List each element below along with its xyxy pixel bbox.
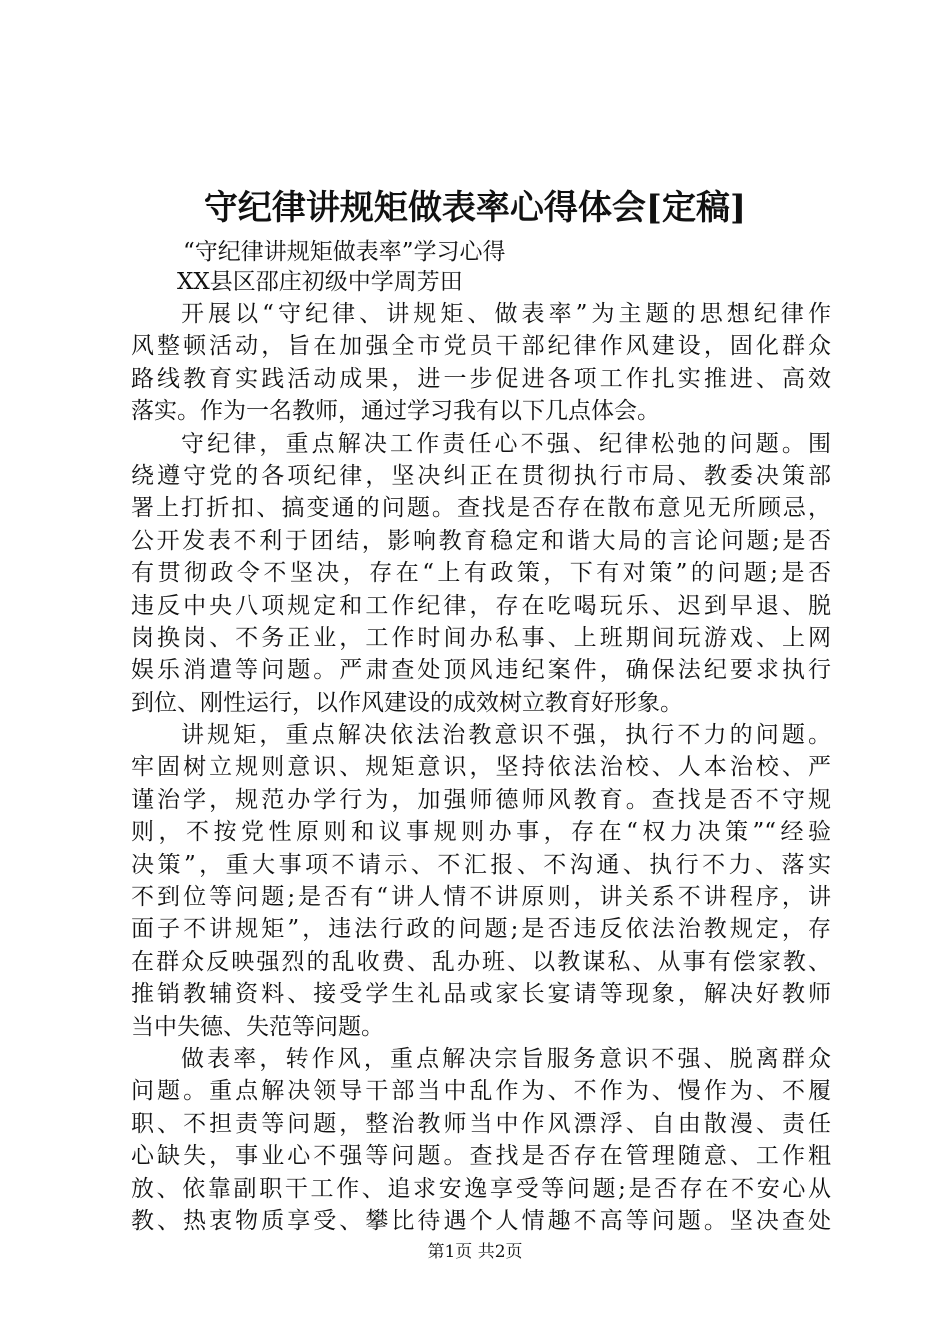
paragraph-line: 岗换岗、不务正业，工作时间办私事、上班期间玩游戏、上网 <box>131 624 831 651</box>
paragraph-line: 不到位等问题;是否有“讲人情不讲原则，讲关系不讲程序，讲 <box>131 884 831 911</box>
paragraph-line: 在群众反映强烈的乱收费、乱办班、以教谋私、从事有偿家教、 <box>131 948 831 975</box>
document-body <box>131 298 831 1237</box>
paragraph-line: 做表率，转作风，重点解决宗旨服务意识不强、脱离群众 <box>181 1045 831 1072</box>
paragraph-line: 当中失德、失范等问题。 <box>131 1013 384 1040</box>
paragraph-line: 职、不担责等问题，整治教师当中作风漂浮、自由散漫、责任 <box>131 1110 831 1137</box>
paragraph-line: 面子不讲规矩”，违法行政的问题;是否违反依法治教规定，存 <box>131 916 831 943</box>
paragraph-line: 落实。作为一名教师，通过学习我有以下几点体会。 <box>131 398 660 425</box>
body-paragraph <box>131 719 831 1043</box>
paragraph-line: 风整顿活动，旨在加强全市党员干部纪律作风建设，固化群众 <box>131 333 831 360</box>
paragraph-line: 公开发表不利于团结，影响教育稳定和谐大局的言论问题;是否 <box>131 527 831 554</box>
paragraph-line: 决策”，重大事项不请示、不汇报、不沟通、执行不力、落实 <box>131 851 831 878</box>
paragraph-line: 问题。重点解决领导干部当中乱作为、不作为、慢作为、不履 <box>131 1078 831 1105</box>
paragraph-line: 守纪律，重点解决工作责任心不强、纪律松弛的问题。围 <box>181 430 831 457</box>
paragraph-line: 到位、刚性运行，以作风建设的成效树立教育好形象。 <box>131 689 683 716</box>
body-paragraph <box>131 298 831 428</box>
paragraph-line: 开展以“守纪律、讲规矩、做表率”为主题的思想纪律作 <box>181 301 831 327</box>
paragraph-line: 则，不按党性原则和议事规则办事，存在“权力决策”“经验 <box>131 819 831 846</box>
document-subtitle: “守纪律讲规矩做表率”学习心得 <box>183 239 506 265</box>
paragraph-line: 放、依靠副职干工作、追求安逸享受等问题;是否存在不安心从 <box>131 1175 831 1202</box>
paragraph-line: 娱乐消遣等问题。严肃查处顶风违纪案件，确保法纪要求执行 <box>131 657 831 684</box>
paragraph-line: 路线教育实践活动成果，进一步促进各项工作扎实推进、高效 <box>131 365 831 392</box>
document-author: XX县区邵庄初级中学周芳田 <box>177 269 463 295</box>
paragraph-line: 讲规矩，重点解决依法治教意识不强，执行不力的问题。 <box>181 722 831 749</box>
paragraph-line: 有贯彻政令不坚决，存在“上有政策，下有对策”的问题;是否 <box>131 560 831 587</box>
paragraph-line: 谨治学，规范办学行为，加强师德师风教育。查找是否不守规 <box>131 786 831 813</box>
paragraph-line: 牢固树立规则意识、规矩意识，坚持依法治校、人本治校、严 <box>131 754 831 781</box>
body-paragraph <box>131 428 831 720</box>
body-paragraph <box>131 1043 831 1237</box>
document-title: 守纪律讲规矩做表率心得体会[定稿] <box>203 188 747 228</box>
paragraph-line: 绕遵守党的各项纪律，坚决纠正在贯彻执行市局、教委决策部 <box>131 462 831 489</box>
paragraph-line: 教、热衷物质享受、攀比待遇个人情趣不高等问题。坚决查处 <box>131 1207 831 1234</box>
paragraph-line: 心缺失，事业心不强等问题。查找是否存在管理随意、工作粗 <box>131 1143 831 1170</box>
paragraph-line: 推销教辅资料、接受学生礼品或家长宴请等现象，解决好教师 <box>131 981 831 1008</box>
paragraph-line: 署上打折扣、搞变通的问题。查找是否存在散布意见无所顾忌， <box>131 495 831 522</box>
paragraph-line: 违反中央八项规定和工作纪律，存在吃喝玩乐、迟到早退、脱 <box>131 592 831 619</box>
page-footer: 第1页 共2页 <box>427 1242 523 1262</box>
